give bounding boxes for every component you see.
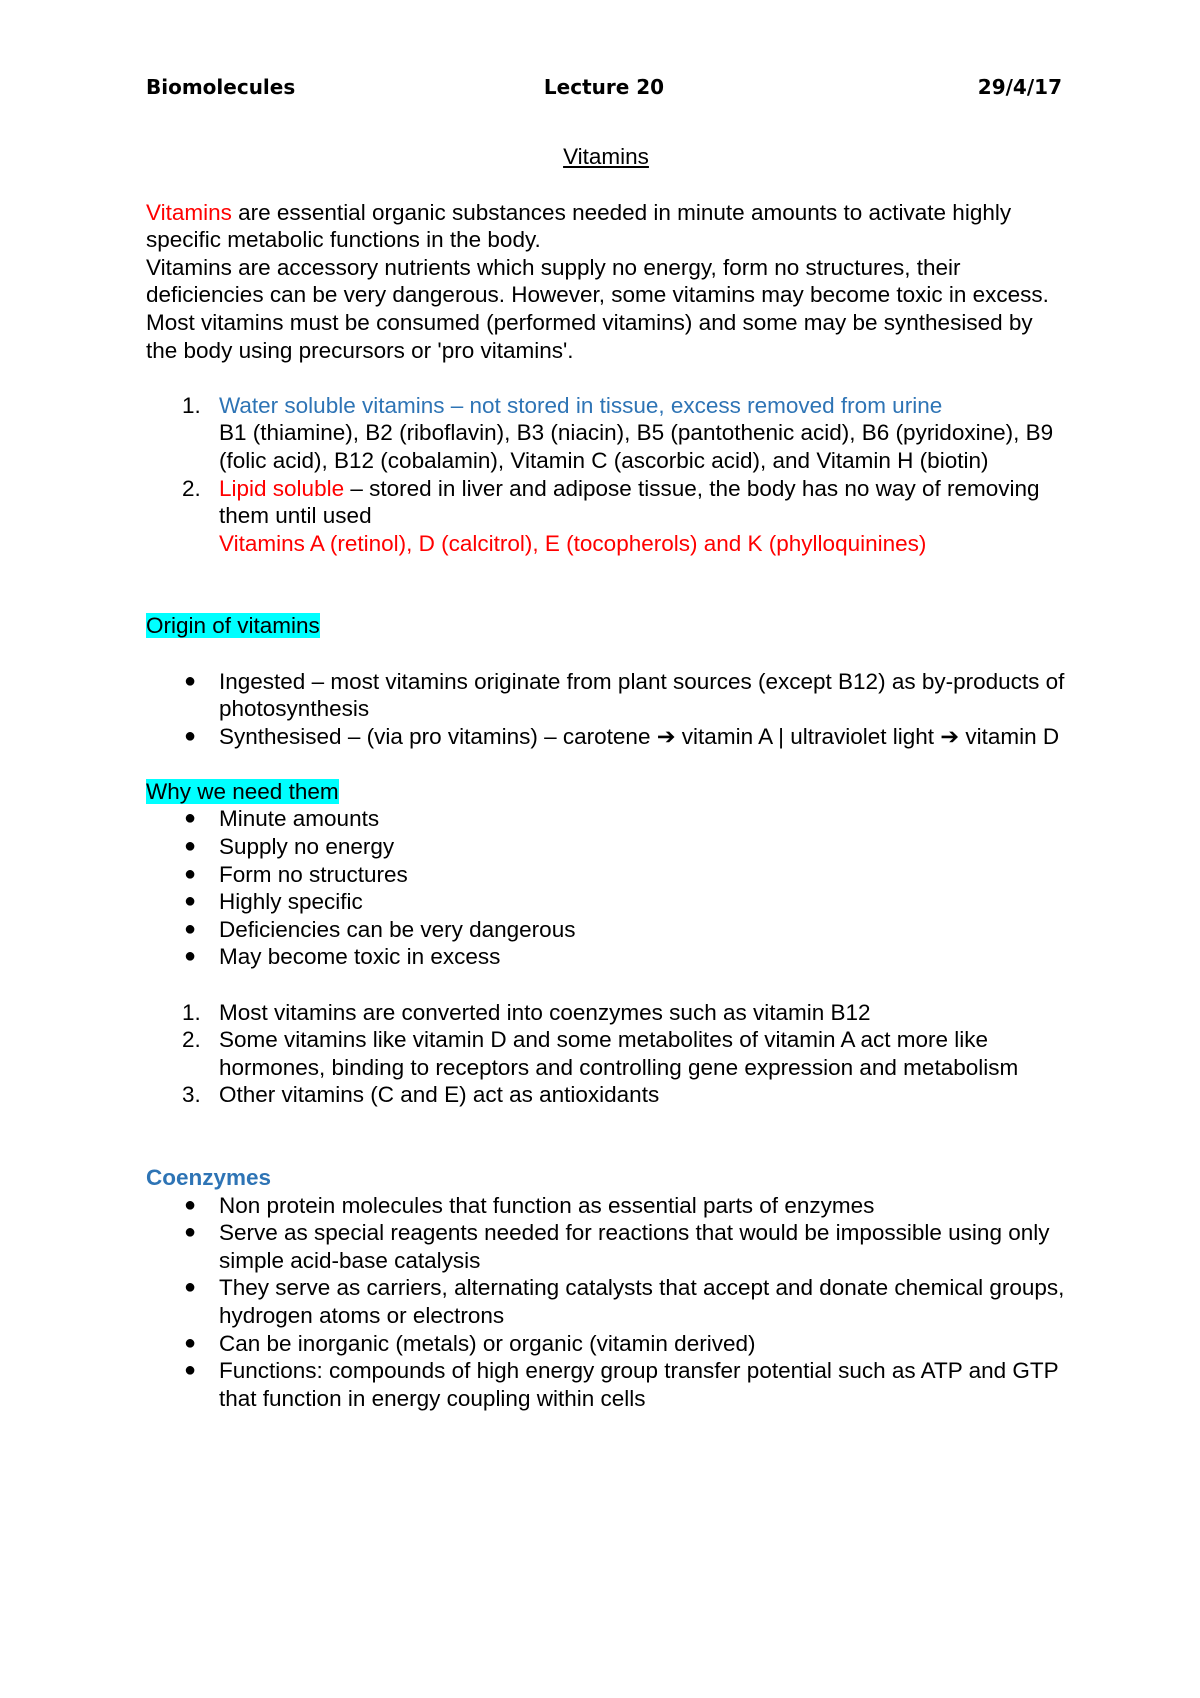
intro-paragraph-2: Vitamins are accessory nutrients which supply no energy, form no structures, their deficiencies can be very dangerous. However, some vitamins may become toxic in excess. [146,254,1049,308]
bullet-icon: ● [184,1359,197,1382]
intro-paragraph-3: Most vitamins must be consumed (performed vitamins) and some may be synthesised by the body using precursors or 'pro vitamins'. [146,309,1033,363]
list-item [146,943,1066,971]
bullet-icon: ● [184,724,197,747]
coenzyme-item-text: Functions: compounds of high energy group transfer potential such as ATP and GTP that function in energy coupling within cells [219,1358,1059,1411]
spacer [146,557,1066,612]
spacer [146,750,1066,778]
list-item [146,1274,1066,1329]
list-item [146,833,1066,861]
water-soluble-detail: B1 (thiamine), B2 (riboflavin), B3 (niacin), B5 (pantothenic acid), B6 (pyridoxine), B9 (folic acid), B12 (cobalamin), Vitamin C (ascorbic acid), and Vitamin H (biotin) [219,420,1054,473]
list-number: 1. [182,999,201,1025]
coenzyme-item-text: Serve as special reagents needed for reactions that would be impossible using only simple acid-base catalysis [219,1220,1050,1273]
bullet-icon: ● [184,890,197,913]
list-item [146,916,1066,944]
list-item [146,392,1066,475]
origin-item-text: Ingested – most vitamins originate from plant sources (except B12) as by-products of photosynthesis [219,668,1065,722]
origin-heading [146,612,1066,640]
list-item [146,723,1066,751]
bullet-icon: ● [184,917,197,940]
list-item [146,1026,1066,1081]
why-item-text: Supply no energy [219,834,395,860]
lipid-soluble-description: – stored in liver and adipose tissue, the body has no way of removing them until used [219,475,1040,529]
header-course: Biomolecules [146,75,296,99]
lipid-soluble-heading: Lipid soluble [219,475,345,501]
why-list [146,805,1066,971]
list-item [146,1192,1066,1220]
coenzymes-heading: Coenzymes [146,1165,272,1190]
coenzyme-item-text: They serve as carriers, alternating catalysts that accept and donate chemical groups, hydrogen atoms or electrons [219,1275,1065,1328]
bullet-icon: ● [184,1221,197,1244]
list-item [146,1330,1066,1358]
intro-paragraph-1 [146,199,1066,254]
bullet-icon: ● [184,807,197,830]
bullet-icon: ● [184,862,197,885]
action-item-text: Some vitamins like vitamin D and some metabolites of vitamin A act more like hormones, binding to receptors and controlling gene expression and metabolism [219,1027,1019,1080]
list-item [146,1081,1066,1109]
list-item [146,1219,1066,1274]
coenzyme-item-text: Non protein molecules that function as essential parts of enzymes [219,1192,875,1218]
coenzymes-list [146,1192,1066,1413]
list-number: 1. [182,392,201,418]
bullet-icon: ● [184,1331,197,1354]
spacer [146,640,1066,668]
document-body [146,143,1066,1412]
lipid-soluble-detail: Vitamins A (retinol), D (calcitrol), E (tocopherols) and K (phylloquinines) [219,530,927,556]
header-lecture: Lecture 20 [543,75,665,99]
list-item [146,475,1066,558]
header-date: 29/4/17 [977,75,1062,99]
list-item [146,1357,1066,1412]
water-soluble-heading: Water soluble vitamins – not stored in tissue, excess removed from urine [219,392,943,418]
list-number: 3. [182,1082,201,1108]
list-item [146,999,1066,1027]
intro-term: Vitamins [146,199,232,225]
bullet-icon: ● [184,945,197,968]
why-item-text: Minute amounts [219,806,380,832]
document-title: Vitamins [563,144,649,169]
list-item [146,888,1066,916]
spacer [146,364,1066,392]
why-item-text: May become toxic in excess [219,944,501,970]
bullet-icon: ● [184,1276,197,1299]
why-item-text: Highly specific [219,889,363,915]
bullet-icon: ● [184,669,197,692]
vitamin-types-list [146,392,1066,558]
origin-item-text: Synthesised – (via pro vitamins) – carotene ➔ vitamin A | ultraviolet light ➔ vitamin D [219,723,1060,749]
why-item-text: Deficiencies can be very dangerous [219,916,576,942]
spacer [146,1109,1066,1164]
action-item-text: Most vitamins are converted into coenzymes such as vitamin B12 [219,999,871,1025]
list-item [146,668,1066,723]
list-number: 2. [182,475,201,501]
list-item [146,861,1066,889]
list-number: 2. [182,1027,201,1053]
origin-list [146,668,1066,751]
action-item-text: Other vitamins (C and E) act as antioxidants [219,1082,660,1108]
bullet-icon: ● [184,1193,197,1216]
highlighted-heading: Why we need them [146,778,339,804]
coenzyme-item-text: Can be inorganic (metals) or organic (vitamin derived) [219,1330,756,1356]
page-header [146,74,1062,104]
intro-definition: are essential organic substances needed in minute amounts to activate highly specific metabolic functions in the body. [146,199,1012,253]
list-item [146,805,1066,833]
spacer [146,971,1066,999]
highlighted-heading: Origin of vitamins [146,613,320,639]
bullet-icon: ● [184,835,197,858]
why-item-text: Form no structures [219,861,408,887]
vitamin-actions-list [146,999,1066,1109]
why-heading [146,778,1066,806]
